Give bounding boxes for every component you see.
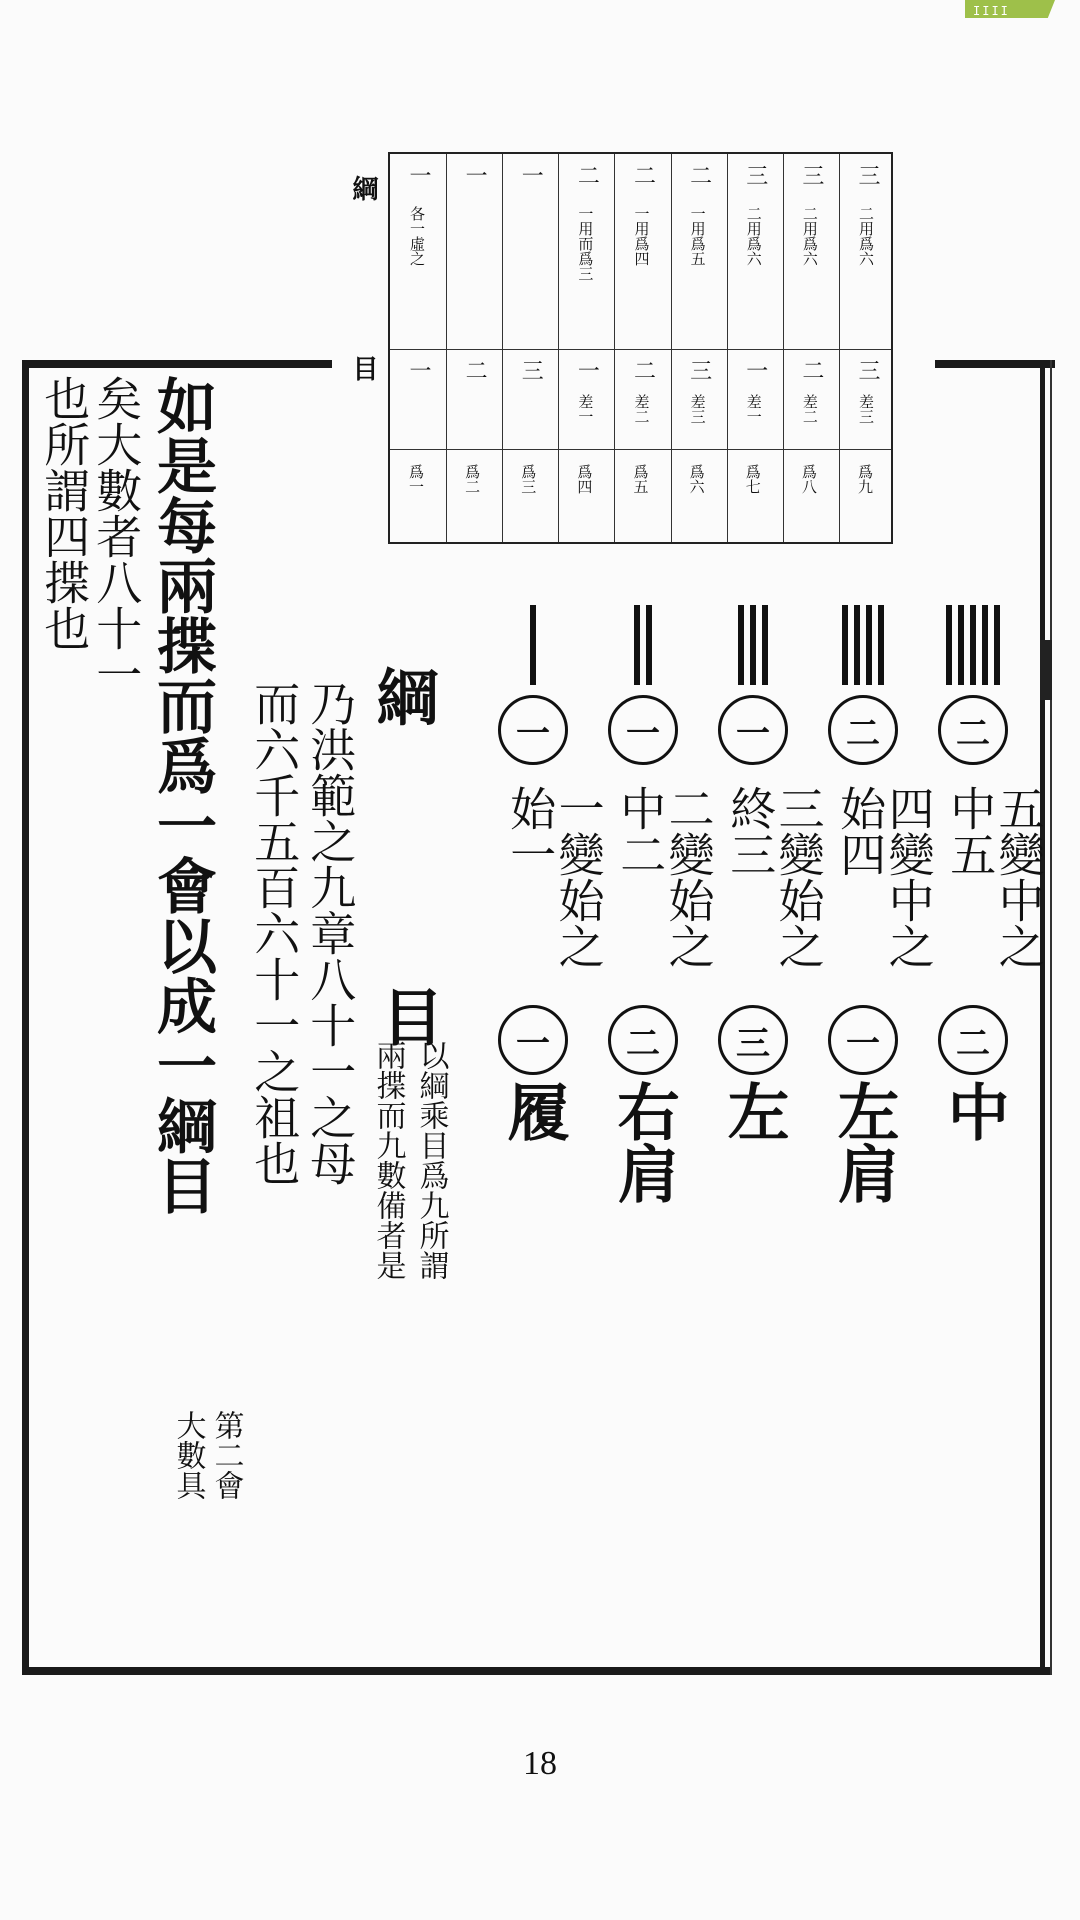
- table-cell-mu-number: 一: [742, 359, 768, 381]
- counting-rods: [634, 605, 652, 685]
- table-column-divider: [446, 154, 447, 542]
- table-cell-gang-note: 一用而爲三: [576, 206, 595, 281]
- logo: [965, 0, 1060, 22]
- text-line-c: 矣大數者八十一: [89, 375, 144, 697]
- table-cell-gang-number: 二: [630, 164, 656, 186]
- frame-border-bottom: [22, 1667, 1052, 1675]
- table-cell-mu-note: 差二: [632, 394, 651, 424]
- table-cell-mu-number: 二: [630, 359, 656, 381]
- table-cell-gang-number: 一: [406, 164, 432, 186]
- table-cell-result: 爲七: [743, 464, 762, 494]
- table-cell-mu-note: 差二: [800, 394, 819, 424]
- table-cell-mu-note: 差三: [688, 394, 707, 424]
- table-cell-mu-number: 二: [462, 359, 488, 381]
- table-column-divider: [502, 154, 503, 542]
- table-cell-mu-note: 差三: [856, 394, 875, 424]
- position-label: 履: [497, 1080, 571, 1142]
- table-cell-mu-note: 差一: [744, 394, 763, 424]
- table-cell-gang-number: 一: [462, 164, 488, 186]
- table-column-divider: [558, 154, 559, 542]
- circled-numeral: 一: [718, 695, 788, 765]
- table-cell-mu-number: 三: [854, 359, 880, 381]
- rod: [946, 605, 952, 685]
- rod: [646, 605, 652, 685]
- table-cell-gang-note: 二用爲六: [800, 206, 819, 266]
- logo-marks: IIII: [973, 4, 1010, 18]
- note-2: 大數具: [170, 1410, 206, 1500]
- circled-numeral: 三: [718, 1005, 788, 1075]
- frame-border-right-inner: [1050, 360, 1052, 1675]
- table-cell-gang-number: 二: [686, 164, 712, 186]
- rod: [994, 605, 1000, 685]
- table-cell-gang-note: 一用爲五: [688, 206, 707, 266]
- circled-numeral: 二: [938, 695, 1008, 765]
- table-cell-result: 爲一: [407, 464, 426, 494]
- rod: [530, 605, 536, 685]
- table-cell-gang-number: 一: [518, 164, 544, 186]
- table-row-divider: [390, 349, 891, 350]
- table-cell-gang-note: 二用爲六: [856, 206, 875, 266]
- table-column-divider: [671, 154, 672, 542]
- table-column-divider: [614, 154, 615, 542]
- counting-rods: [946, 605, 1000, 685]
- rod: [878, 605, 884, 685]
- table-cell-mu-number: 二: [798, 359, 824, 381]
- frame-border-left: [22, 360, 29, 1675]
- column-text: 五變中之中五: [943, 785, 1046, 969]
- table-cell-result: 爲五: [631, 464, 650, 494]
- table-cell-result: 爲九: [855, 464, 874, 494]
- page-number: 18: [523, 1745, 557, 1782]
- mu-text-1: 以綱乘目爲九所謂: [413, 1040, 449, 1280]
- table-cell-gang-number: 三: [798, 164, 824, 186]
- rod: [762, 605, 768, 685]
- row-label-gang: 綱: [348, 175, 378, 201]
- table-cell-result: 爲三: [519, 464, 538, 494]
- table-cell-result: 爲八: [799, 464, 818, 494]
- position-label: 中: [937, 1080, 1011, 1142]
- text-line-a: 乃洪範之九章八十一之母: [303, 680, 358, 1186]
- main-statement: 如是每兩揲而爲一會以成一綱目: [147, 375, 217, 1215]
- table-row-divider: [390, 449, 891, 450]
- circled-numeral: 一: [828, 1005, 898, 1075]
- counting-rods: [530, 605, 536, 685]
- table-cell-gang-number: 三: [854, 164, 880, 186]
- frame-border-top-right: [935, 360, 1055, 368]
- position-label: 左: [717, 1080, 791, 1142]
- position-label: 右肩: [607, 1080, 681, 1204]
- margin-mark: [1040, 640, 1052, 700]
- table-cell-mu-number: 三: [686, 359, 712, 381]
- table-column-divider: [839, 154, 840, 542]
- table-cell-gang-note: 各一虛之: [408, 206, 427, 266]
- mu-text-2: 兩揲而九數備者是: [370, 1040, 406, 1280]
- text-line-b: 而六千五百六十一之祖也: [247, 680, 302, 1186]
- rod: [982, 605, 988, 685]
- rod: [866, 605, 872, 685]
- table-cell-mu-note: 差一: [576, 394, 595, 424]
- table-cell-mu-number: 一: [406, 359, 432, 381]
- column-text: 三變始之終三: [723, 785, 826, 969]
- rod: [738, 605, 744, 685]
- table-cell-result: 爲四: [575, 464, 594, 494]
- circled-numeral: 二: [828, 695, 898, 765]
- row-label-mu: 目: [348, 355, 378, 381]
- rod: [970, 605, 976, 685]
- column-text: 四變中之始四: [833, 785, 936, 969]
- column-text: 一變始之始一: [503, 785, 606, 969]
- table-cell-gang-number: 二: [574, 164, 600, 186]
- table-column-divider: [727, 154, 728, 542]
- frame-border-top-left: [22, 360, 332, 368]
- mu-heading: 目: [371, 985, 445, 1047]
- circled-numeral: 一: [498, 1005, 568, 1075]
- text-line-d: 也所謂四揲也: [37, 375, 92, 651]
- circled-numeral: 二: [938, 1005, 1008, 1075]
- table-column-divider: [783, 154, 784, 542]
- rod: [634, 605, 640, 685]
- circled-numeral: 二: [608, 1005, 678, 1075]
- table-cell-result: 爲六: [687, 464, 706, 494]
- rod: [958, 605, 964, 685]
- frame-border-right: [1040, 360, 1045, 1675]
- gang-mu-table: [388, 152, 893, 544]
- rod: [842, 605, 848, 685]
- table-cell-gang-number: 三: [742, 164, 768, 186]
- note-1: 第二會: [208, 1410, 244, 1500]
- counting-rods: [842, 605, 884, 685]
- circled-numeral: 一: [608, 695, 678, 765]
- rod: [854, 605, 860, 685]
- rod: [750, 605, 756, 685]
- table-cell-mu-number: 一: [574, 359, 600, 381]
- table-cell-gang-note: 一用爲四: [632, 206, 651, 266]
- circled-numeral: 一: [498, 695, 568, 765]
- table-cell-result: 爲二: [463, 464, 482, 494]
- table-cell-gang-note: 二用爲六: [744, 206, 763, 266]
- table-cell-mu-number: 三: [518, 359, 544, 381]
- position-label: 左肩: [827, 1080, 901, 1204]
- gang-heading: 綱: [366, 665, 440, 727]
- counting-rods: [738, 605, 768, 685]
- column-text: 二變始之中二: [613, 785, 716, 969]
